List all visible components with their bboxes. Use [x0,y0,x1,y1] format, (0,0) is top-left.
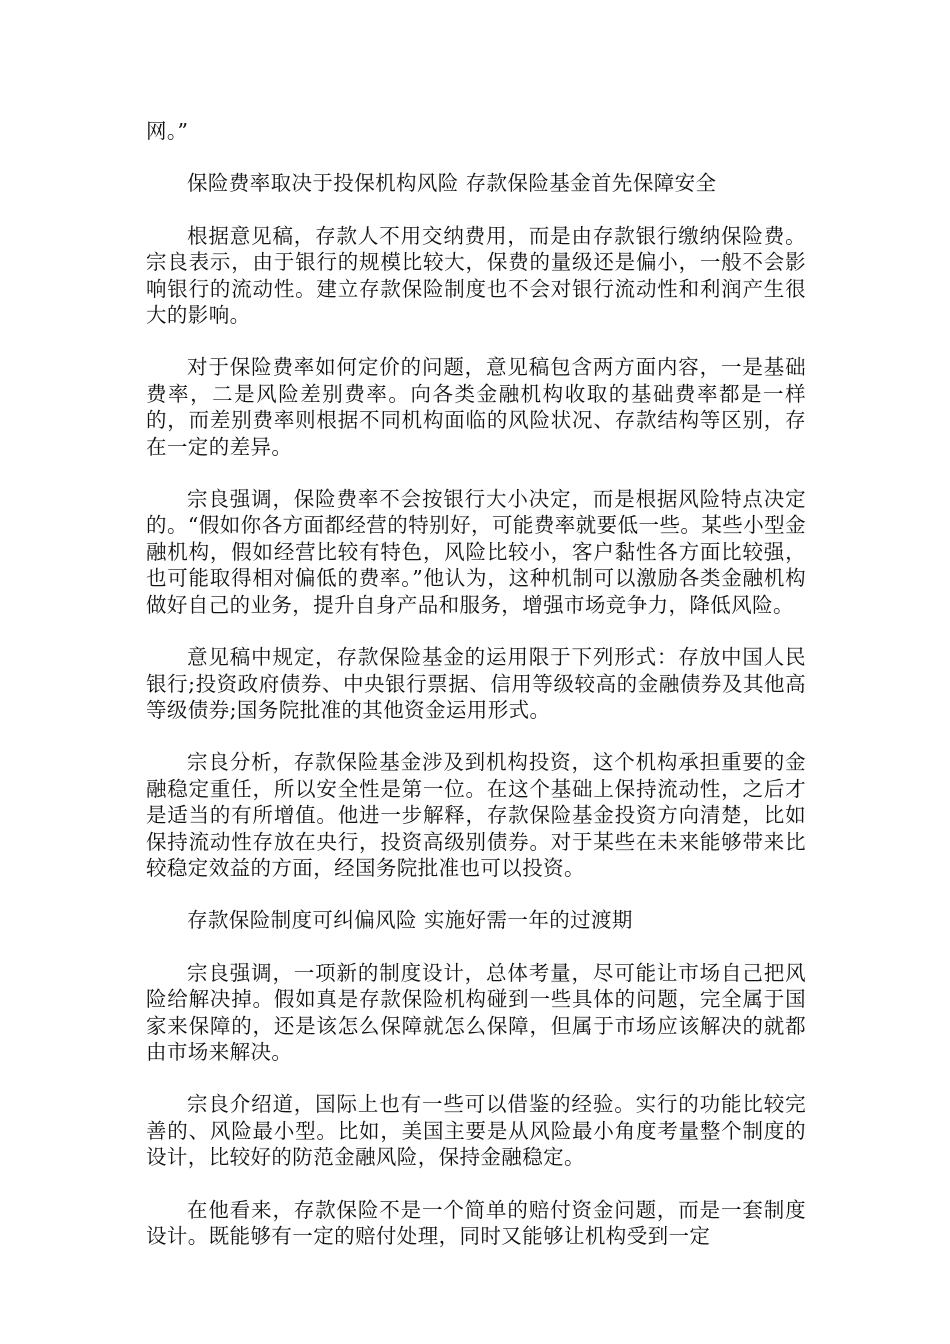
document-page [146,118,806,1275]
paragraph: 宗良强调，一项新的制度设计，总体考量，尽可能让市场自己把风险给解决掉。假如真是存款保险机构碰到一些具体的问题，完全属于国家来保障的，还是该怎么保障就怎么保障，但属于市场应该解决的就都由市场来解决。 [146,960,806,1064]
paragraph: 在他看来，存款保险不是一个简单的赔付资金问题，而是一套制度设计。既能够有一定的赔付处理，同时又能够让机构受到一定 [146,1197,806,1248]
paragraph: 宗良介绍道，国际上也有一些可以借鉴的经验。实行的功能比较完善的、风险最小型。比如，美国主要是从风险最小角度考量整个制度的设计，比较好的防范金融风险，保持金融稳定。 [146,1092,806,1170]
paragraph: 宗良分析，存款保险基金涉及到机构投资，这个机构承担重要的金融稳定重任，所以安全性是第一位。在这个基础上保持流动性，之后才是适当的有所增值。他进一步解释，存款保险基金投资方向清楚，比如保持流动性存放在央行，投资高级别债券。对于某些在未来能够带来比较稳定效益的方面，经国务院批准也可以投资。 [146,750,806,880]
paragraph: 根据意见稿，存款人不用交纳费用，而是由存款银行缴纳保险费。宗良表示，由于银行的规模比较大，保费的量级还是偏小，一般不会影响银行的流动性。建立存款保险制度也不会对银行流动性和利润产生很大的影响。 [146,223,806,328]
paragraph: 宗良强调，保险费率不会按银行大小决定，而是根据风险特点决定的。“假如你各方面都经营的特别好，可能费率就要低一些。某些小型金融机构，假如经营比较有特色，风险比较小，客户黏性各方面比较强，也可能取得相对偏低的费率。”他认为，这种机制可以激励各类金融机构做好自己的业务，提升自身产品和服务，增强市场竞争力，降低风险。 [146,487,806,617]
section-heading: 存款保险制度可纠偏风险 实施好需一年的过渡期 [187,908,633,933]
paragraph: 意见稿中规定，存款保险基金的运用限于下列形式：存放中国人民银行;投资政府债券、中央银行票据、信用等级较高的金融债券及其他高等级债券;国务院批准的其他资金运用形式。 [146,645,806,722]
section-heading: 保险费率取决于投保机构风险 存款保险基金首先保障安全 [187,171,717,196]
paragraph-fragment: 网。” [146,119,189,143]
paragraph: 对于保险费率如何定价的问题，意见稿包含两方面内容，一是基础费率，二是风险差别费率。向各类金融机构收取的基础费率都是一样的，而差别费率则根据不同机构面临的风险状况、存款结构等区别，存在一定的差异。 [146,355,806,459]
